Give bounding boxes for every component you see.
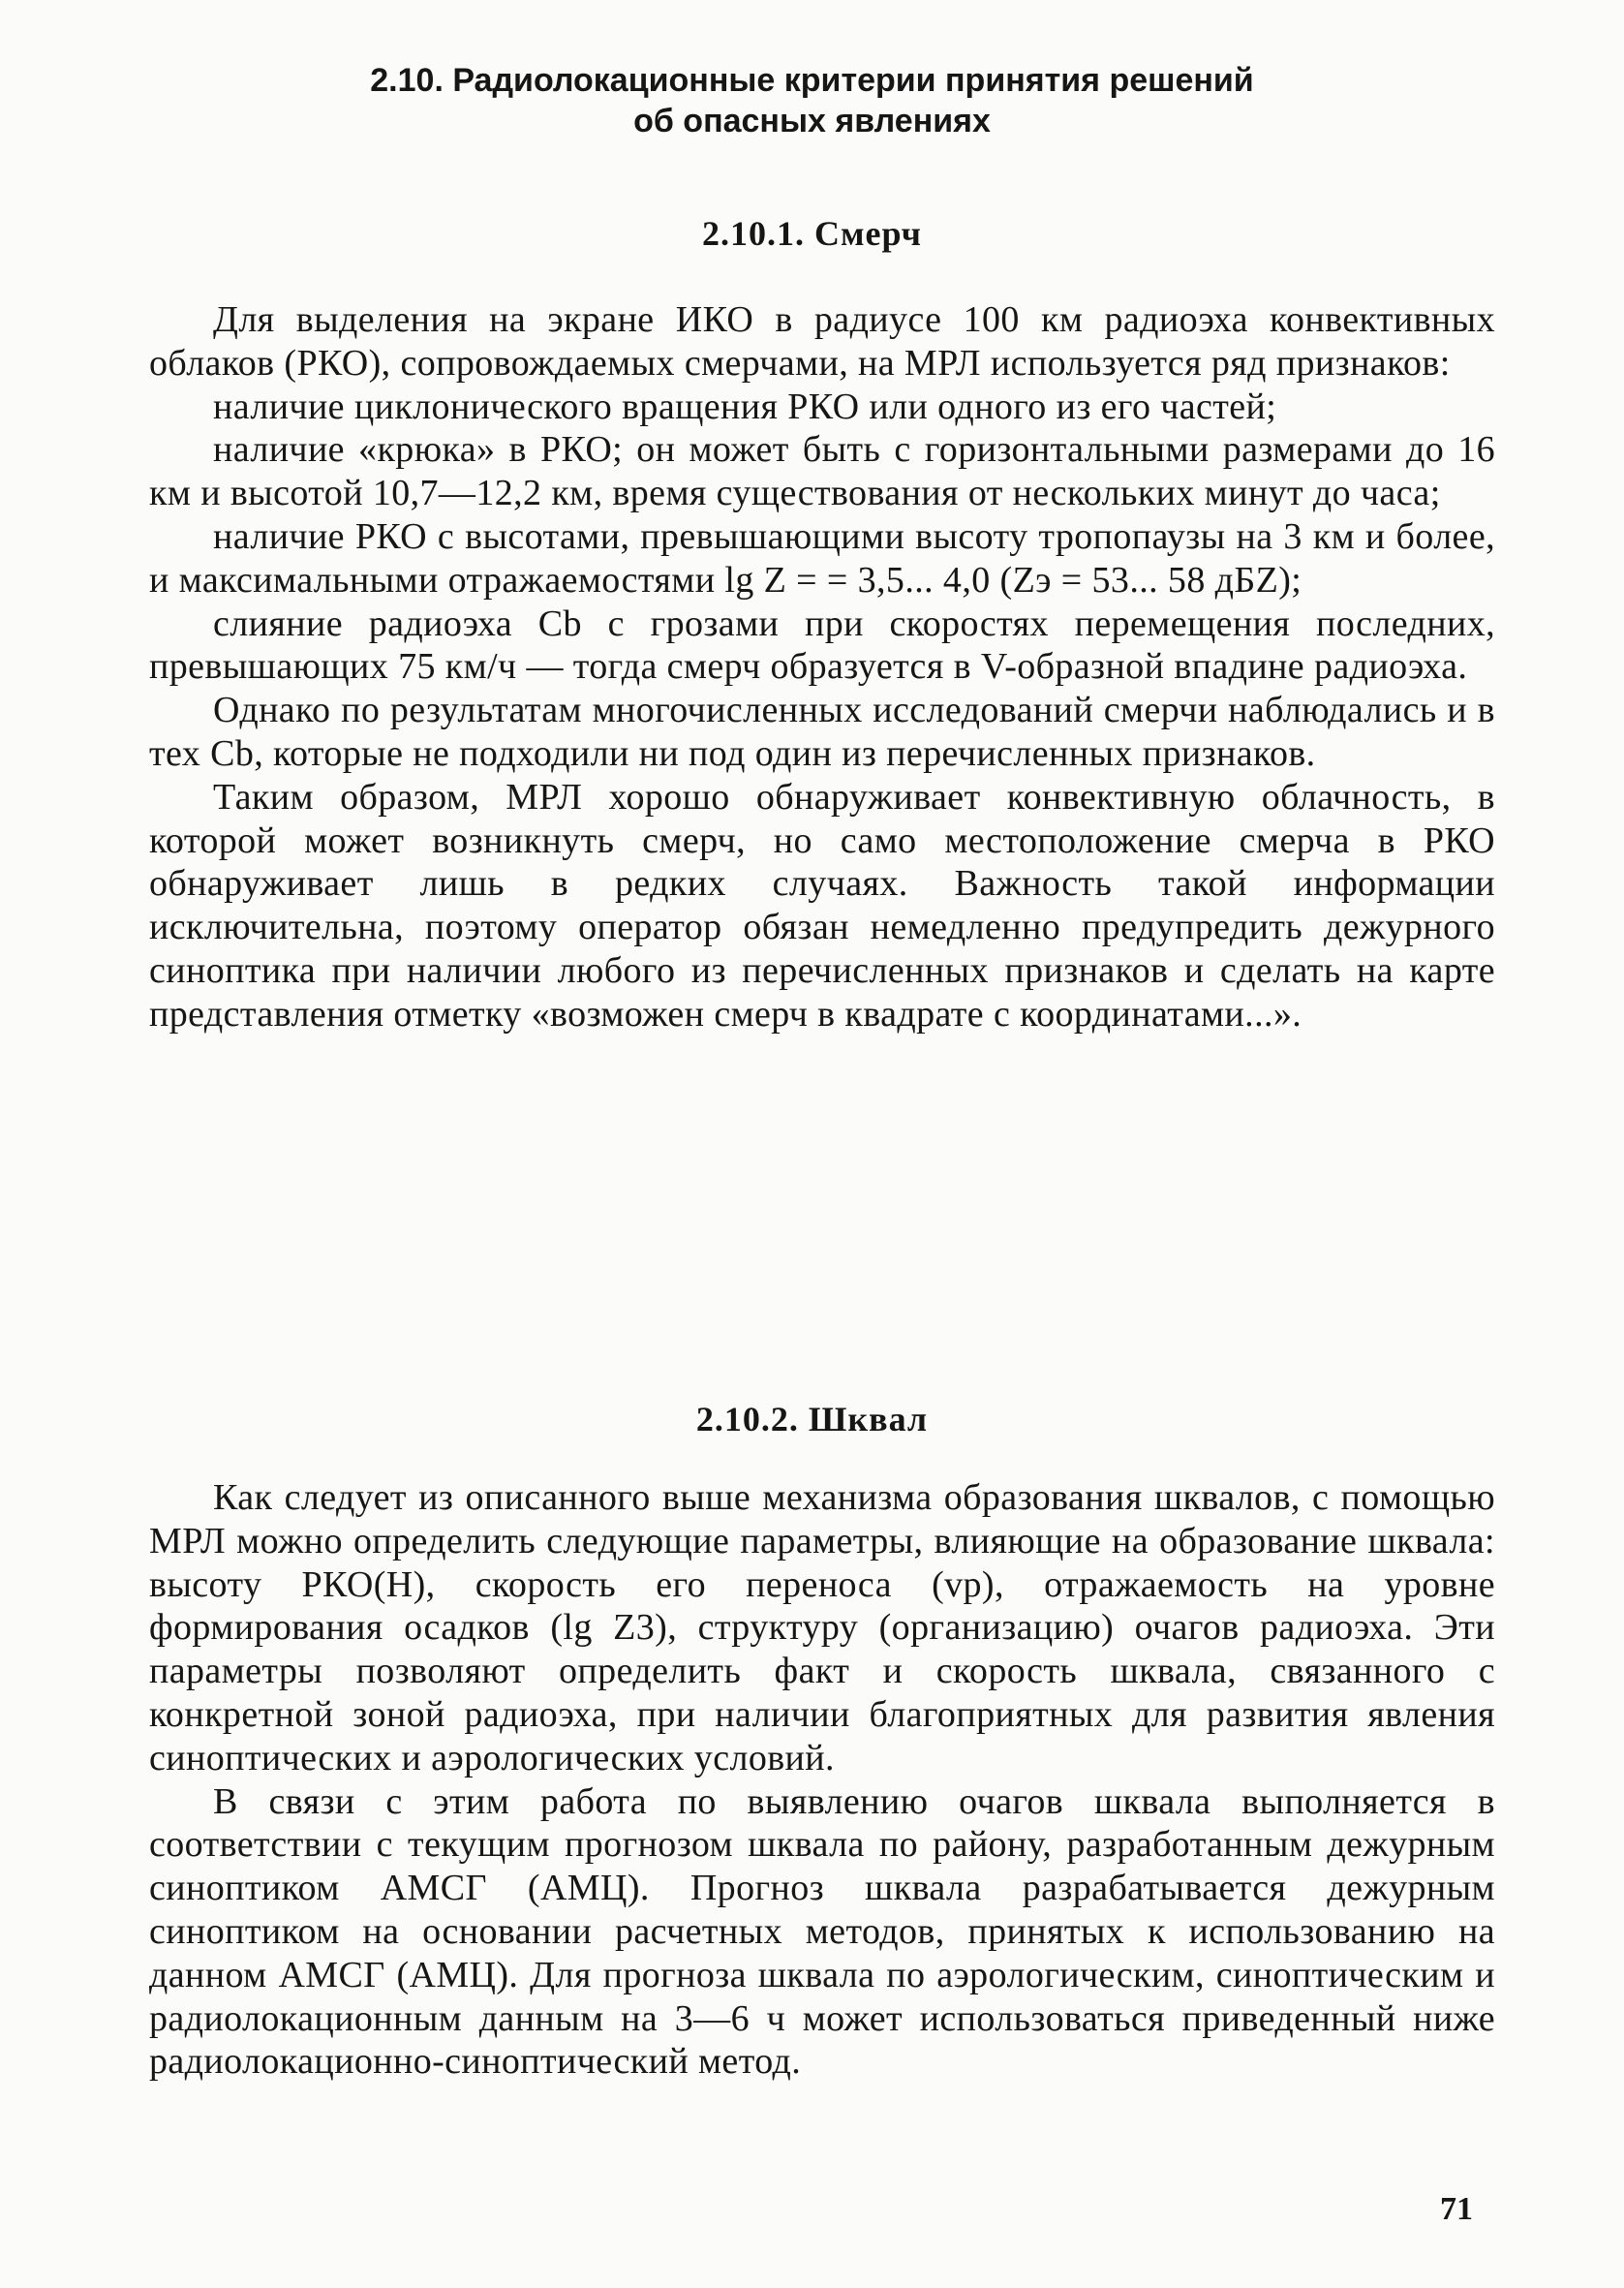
subsection-body-tornado (149, 298, 1495, 1036)
paragraph: слияние радиоэха Cb с грозами при скоростях перемещения последних, превышающих 75 км/ч — тогда смерч образуется в V-образной впадине радиоэха. (149, 603, 1495, 688)
paragraph: В связи с этим работа по выявлению очагов шквала выполняется в соответствии с текущим прогнозом шквала по району, разработанным дежурным синоптиком АМСГ (АМЦ). Прогноз шквала разрабатывается дежурным синоптиком на основании расчетных методов, принятых к использованию на данном АМСГ (АМЦ). Для прогноза шквала по аэрологическим, синоптическим и радиолокационным данным на 3—6 ч может использоваться приведенный ниже радиолокационно-синоптический метод. (149, 1780, 1495, 2083)
subsection-body-squall (149, 1476, 1495, 2084)
paragraph: наличие циклонического вращения РКО или одного из его частей; (213, 386, 1277, 427)
page-number: 71 (1440, 2191, 1473, 2227)
subsection-heading-squall: 2.10.2. Шквал (695, 1400, 929, 1438)
paragraph: наличие «крюка» в РКО; он может быть с горизонтальными размерами до 16 км и высотой 10,7—12,2 км, время существования от нескольких минут до часа; (149, 429, 1495, 514)
section-title (0, 60, 1624, 141)
subsection-heading-tornado: 2.10.1. Смерч (702, 214, 922, 253)
paragraph: Таким образом, МРЛ хорошо обнаруживает конвективную облачность, в которой может возникнуть смерч, но само местоположение смерча в РКО обнаруживает лишь в редких случаях. Важность такой информации исключительна, поэтому оператор обязан немедленно предупредить дежурного синоптика при наличии любого из перечисленных признаков и сделать на карте представления отметку «возможен смерч в квадрате с координатами...». (149, 776, 1495, 1035)
paragraph: Для выделения на экране ИКО в радиусе 100 км радиоэха конвективных облаков (РКО), сопровождаемых смерчами, на МРЛ используется ряд признаков: (149, 299, 1495, 384)
paragraph: наличие РКО с высотами, превышающими высоту тропопаузы на 3 км и более, и максимальными отражаемостями lg Z = = 3,5... 4,0 (Zэ = 53... 58 дБZ); (149, 515, 1495, 601)
section-title-line-1: 2.10. Радиолокационные критерии принятия решений (370, 62, 1254, 99)
paragraph: Однако по результатам многочисленных исследований смерчи наблюдались и в тех Cb, которые не подходили ни под один из перечисленных признаков. (149, 690, 1495, 774)
section-title-line-2: об опасных явлениях (633, 103, 991, 139)
paragraph: Как следует из описанного выше механизма образования шквалов, с помощью МРЛ можно определить следующие параметры, влияющие на образование шквала: высоту РКО(H), скорость его переноса (vр), отражаемость на уровне формирования осадков (lg Z3), структуру (организацию) очагов радиоэха. Эти параметры позволяют определить факт и скорость шквала, связанного с конкретной зоной радиоэха, при наличии благоприятных для развития явления синоптических и аэрологических условий. (149, 1477, 1495, 1778)
